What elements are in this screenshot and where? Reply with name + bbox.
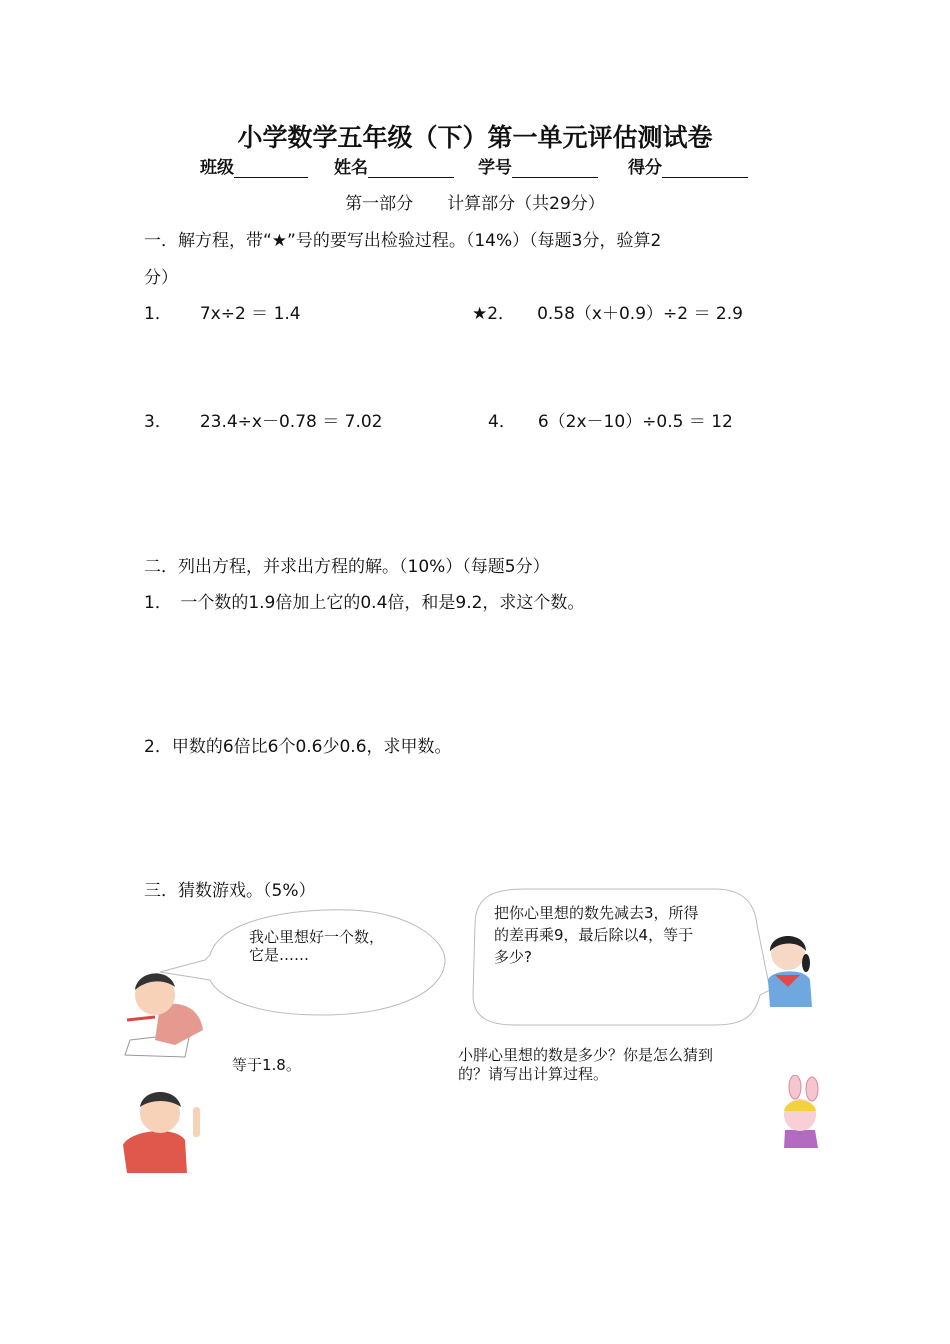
problem-3 (144, 407, 383, 432)
name-label: 姓名 (334, 158, 368, 178)
boy-bubble-line: 它是…… (249, 946, 310, 964)
section2-heading: 二．列出方程，并求出方程的解。（10%）（每题5分） (144, 557, 550, 577)
part-heading: 第一部分 计算部分（共29分） (345, 194, 605, 214)
problem-equation: 0.58（x＋0.9）÷2 ＝ 2.9 (537, 304, 743, 324)
girl-bubble-line: 多少? (494, 948, 532, 966)
problem-number: 1． (144, 304, 172, 324)
problem-4 (488, 407, 733, 432)
question-text (458, 1046, 713, 1084)
boy-answer: 等于1.8。 (232, 1056, 301, 1074)
name-blank[interactable] (368, 159, 454, 178)
problem-number: 4． (488, 412, 516, 432)
question-line: 的？请写出计算过程。 (458, 1065, 609, 1083)
score-label: 得分 (628, 158, 662, 178)
word-problem-1: 1． 一个数的1.9倍加上它的0.4倍，和是9.2，求这个数。 (144, 593, 585, 613)
class-label: 班级 (200, 158, 234, 178)
student-id-label: 学号 (478, 158, 512, 178)
bunny-shirt (784, 1130, 818, 1148)
problem-equation: 7x÷2 ＝ 1.4 (199, 304, 301, 324)
girl-bubble-text (494, 902, 699, 968)
bunny-ear-right (806, 1077, 818, 1101)
problem-number: 3． (144, 412, 172, 432)
thinking-boy-illustration (115, 965, 215, 1060)
student-id-field[interactable] (478, 153, 598, 178)
question-line: 小胖心里想的数是多少？你是怎么猜到 (458, 1046, 714, 1064)
class-field[interactable] (200, 153, 308, 178)
girl-illustration (760, 925, 815, 1010)
bunny-headband (784, 1101, 816, 1112)
girl-bubble-line: 的差再乘9，最后除以4，等于 (494, 926, 694, 944)
boy-shirt (123, 1131, 187, 1173)
pencil (127, 1017, 155, 1020)
page-title: 小学数学五年级（下）第一单元评估测试卷 (237, 123, 713, 152)
girl-bubble-line: 把你心里想的数先减去3，所得 (494, 904, 699, 922)
section3-heading: 三．猜数游戏。（5%） (144, 881, 316, 901)
section1-heading-cont: 分） (144, 268, 178, 288)
problem-number: ★2． (472, 304, 516, 324)
section1-heading: 一．解方程，带“★”号的要写出检验过程。（14%）（每题3分，验算2 (144, 231, 662, 251)
pointing-boy-illustration (115, 1085, 210, 1175)
bunny-illustration (770, 1075, 830, 1150)
problem-1 (144, 299, 301, 324)
bunny-ear-left (789, 1075, 801, 1099)
student-id-blank[interactable] (512, 159, 598, 178)
boy-bubble-text (249, 928, 384, 964)
score-blank[interactable] (662, 159, 748, 178)
problem-equation: 23.4÷x－0.78 ＝ 7.02 (199, 412, 383, 432)
word-problem-2: 2．甲数的6倍比6个0.6少0.6，求甲数。 (144, 737, 452, 757)
score-field[interactable] (628, 153, 748, 178)
boy-bubble-line: 我心里想好一个数， (249, 928, 385, 946)
pointing-finger (193, 1107, 200, 1137)
name-field[interactable] (334, 153, 454, 178)
class-blank[interactable] (234, 159, 308, 178)
problem-2 (472, 299, 743, 324)
problem-equation: 6（2x－10）÷0.5 ＝ 12 (537, 412, 733, 432)
girl-ponytail (802, 954, 810, 972)
